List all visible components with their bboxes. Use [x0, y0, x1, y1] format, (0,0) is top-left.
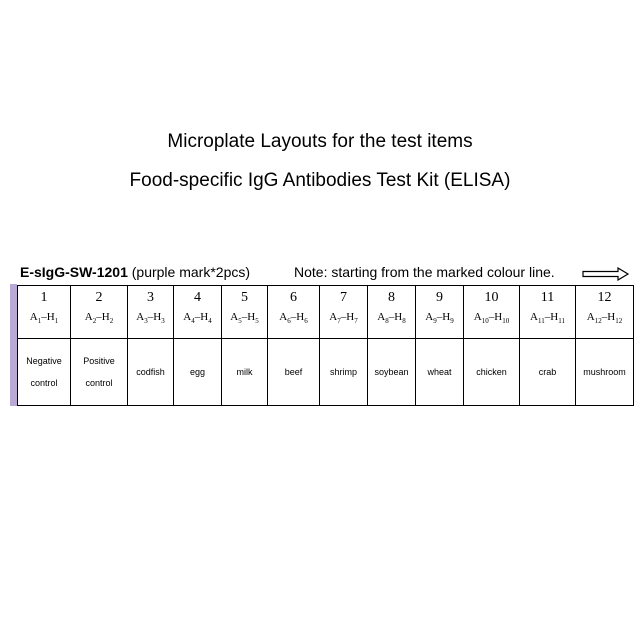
range-start-row: A: [279, 311, 288, 323]
column-number: 11: [540, 290, 555, 305]
test-item-cell: [174, 339, 222, 406]
page-subtitle: Food-specific IgG Antibodies Test Kit (ELISA): [129, 170, 511, 191]
well-range: $A_7-H_7$: [329, 311, 358, 326]
kit-code: E-sIgG-SW-1201: [20, 264, 128, 280]
column-header-cell: [18, 286, 71, 339]
range-start-col: 11: [538, 317, 545, 326]
column-number: 1: [40, 290, 48, 305]
well-range: $A_6-H_6$: [279, 311, 308, 326]
column-header-cell: [268, 286, 320, 339]
range-end-col: 2: [109, 317, 114, 326]
test-item-label: egg: [189, 367, 206, 377]
column-header-cell: [416, 286, 464, 339]
range-end-row: H: [442, 311, 451, 323]
starting-note: Note: starting from the marked colour line.: [294, 264, 555, 280]
column-number: 6: [290, 290, 297, 305]
well-range: $A_2-H_2$: [84, 311, 114, 326]
test-item-label: shrimp: [329, 367, 357, 377]
test-item-label: beef: [284, 367, 303, 377]
range-end-col: 10: [502, 317, 510, 326]
range-end-row: H: [296, 311, 305, 323]
column-number: 3: [147, 290, 154, 305]
test-item-label: milk: [236, 367, 253, 377]
range-start-col: 10: [481, 317, 489, 326]
range-start-row: A: [377, 311, 386, 323]
range-end-col: 6: [304, 317, 308, 326]
test-item-label: Negative: [26, 356, 62, 366]
column-header-cell: [520, 286, 576, 339]
test-item-label: chicken: [476, 367, 507, 377]
well-range: $A_3-H_3$: [136, 311, 165, 326]
range-start-row: A: [425, 311, 434, 323]
range-end-col: 1: [54, 317, 59, 326]
range-end-col: 7: [354, 317, 358, 326]
range-end-row: H: [46, 311, 55, 323]
column-header-cell: [464, 286, 520, 339]
test-item-row: [18, 339, 634, 406]
well-range: $A_9-H_9$: [425, 311, 454, 326]
range-end-col: 4: [208, 317, 212, 326]
test-item-label: crab: [538, 367, 557, 377]
range-start-col: 8: [385, 317, 389, 326]
range-end-row: H: [200, 311, 209, 323]
column-number: 10: [484, 290, 499, 305]
range-start-col: 6: [287, 317, 291, 326]
range-start-col: 4: [191, 317, 195, 326]
range-start-row: A: [473, 311, 482, 323]
test-item-label: mushroom: [583, 367, 626, 377]
test-item-cell: [268, 339, 320, 406]
column-header-cell: [128, 286, 174, 339]
column-number: 12: [597, 290, 612, 305]
test-item-cell: [416, 339, 464, 406]
test-item-cell: [18, 339, 71, 406]
range-start-row: A: [530, 311, 538, 323]
range-start-col: 5: [238, 317, 242, 326]
range-start-row: A: [29, 311, 38, 323]
column-number: 8: [388, 290, 395, 305]
column-number: 9: [436, 290, 443, 305]
range-end-col: 11: [558, 317, 565, 326]
range-end-row: H: [346, 311, 355, 323]
column-number: 7: [340, 290, 347, 305]
well-range: $A_5-H_5$: [230, 311, 259, 326]
test-item-cell: [520, 339, 576, 406]
range-start-col: 9: [433, 317, 437, 326]
range-end-col: 8: [402, 317, 406, 326]
column-number: 2: [95, 290, 103, 305]
test-item-label-line2: control: [85, 378, 113, 388]
range-start-col: 7: [337, 317, 341, 326]
plate-header: [20, 264, 632, 284]
test-item-label: soybean: [374, 367, 409, 377]
test-item-label: wheat: [427, 367, 452, 377]
range-end-row: H: [247, 311, 256, 323]
range-end-col: 12: [615, 317, 623, 326]
range-end-col: 5: [255, 317, 259, 326]
column-header-cell: [174, 286, 222, 339]
column-header-cell: [222, 286, 268, 339]
test-item-label: codfish: [136, 367, 165, 377]
range-start-col: 3: [144, 317, 148, 326]
range-end-col: 3: [161, 317, 165, 326]
column-header-cell: [320, 286, 368, 339]
range-start-row: A: [136, 311, 145, 323]
test-item-cell: [368, 339, 416, 406]
column-number-row: [18, 286, 634, 339]
well-range: $A_{10}-H_{10}$: [473, 311, 510, 326]
range-end-row: H: [494, 311, 503, 323]
kit-note: (purple mark*2pcs): [127, 264, 251, 280]
well-range: $A_8-H_8$: [377, 311, 406, 326]
page-title: Microplate Layouts for the test items: [167, 131, 473, 152]
well-range: $A_{12}-H_{12}$: [586, 311, 623, 326]
range-end-col: 9: [450, 317, 454, 326]
test-item-cell: [71, 339, 128, 406]
range-start-col: 2: [92, 317, 97, 326]
range-start-row: A: [84, 311, 93, 323]
test-item-cell: [222, 339, 268, 406]
range-start-row: A: [329, 311, 338, 323]
range-end-row: H: [153, 311, 162, 323]
range-end-row: H: [550, 311, 559, 323]
test-item-cell: [576, 339, 634, 406]
column-header-cell: [368, 286, 416, 339]
well-range: $A_4-H_4$: [183, 311, 212, 326]
column-number: 4: [194, 290, 201, 305]
test-item-cell: [128, 339, 174, 406]
range-end-row: H: [101, 311, 110, 323]
well-range: $A_1-H_1$: [29, 311, 59, 326]
test-item-label-line2: control: [30, 378, 58, 388]
test-item-label: Positive: [83, 356, 115, 366]
range-end-row: H: [394, 311, 403, 323]
purple-mark-strip: [10, 284, 17, 406]
test-item-cell: [464, 339, 520, 406]
column-number: 5: [241, 290, 248, 305]
right-arrow-icon: [582, 267, 630, 281]
test-item-cell: [320, 339, 368, 406]
range-start-row: A: [586, 311, 595, 323]
column-header-cell: [71, 286, 128, 339]
range-start-col: 12: [594, 317, 602, 326]
well-range: $A_{11}-H_{11}$: [530, 311, 565, 326]
range-end-row: H: [607, 311, 616, 323]
range-start-row: A: [183, 311, 192, 323]
range-start-col: 1: [37, 317, 42, 326]
range-start-row: A: [230, 311, 239, 323]
column-header-cell: [576, 286, 634, 339]
microplate-layout-table: [17, 285, 634, 406]
